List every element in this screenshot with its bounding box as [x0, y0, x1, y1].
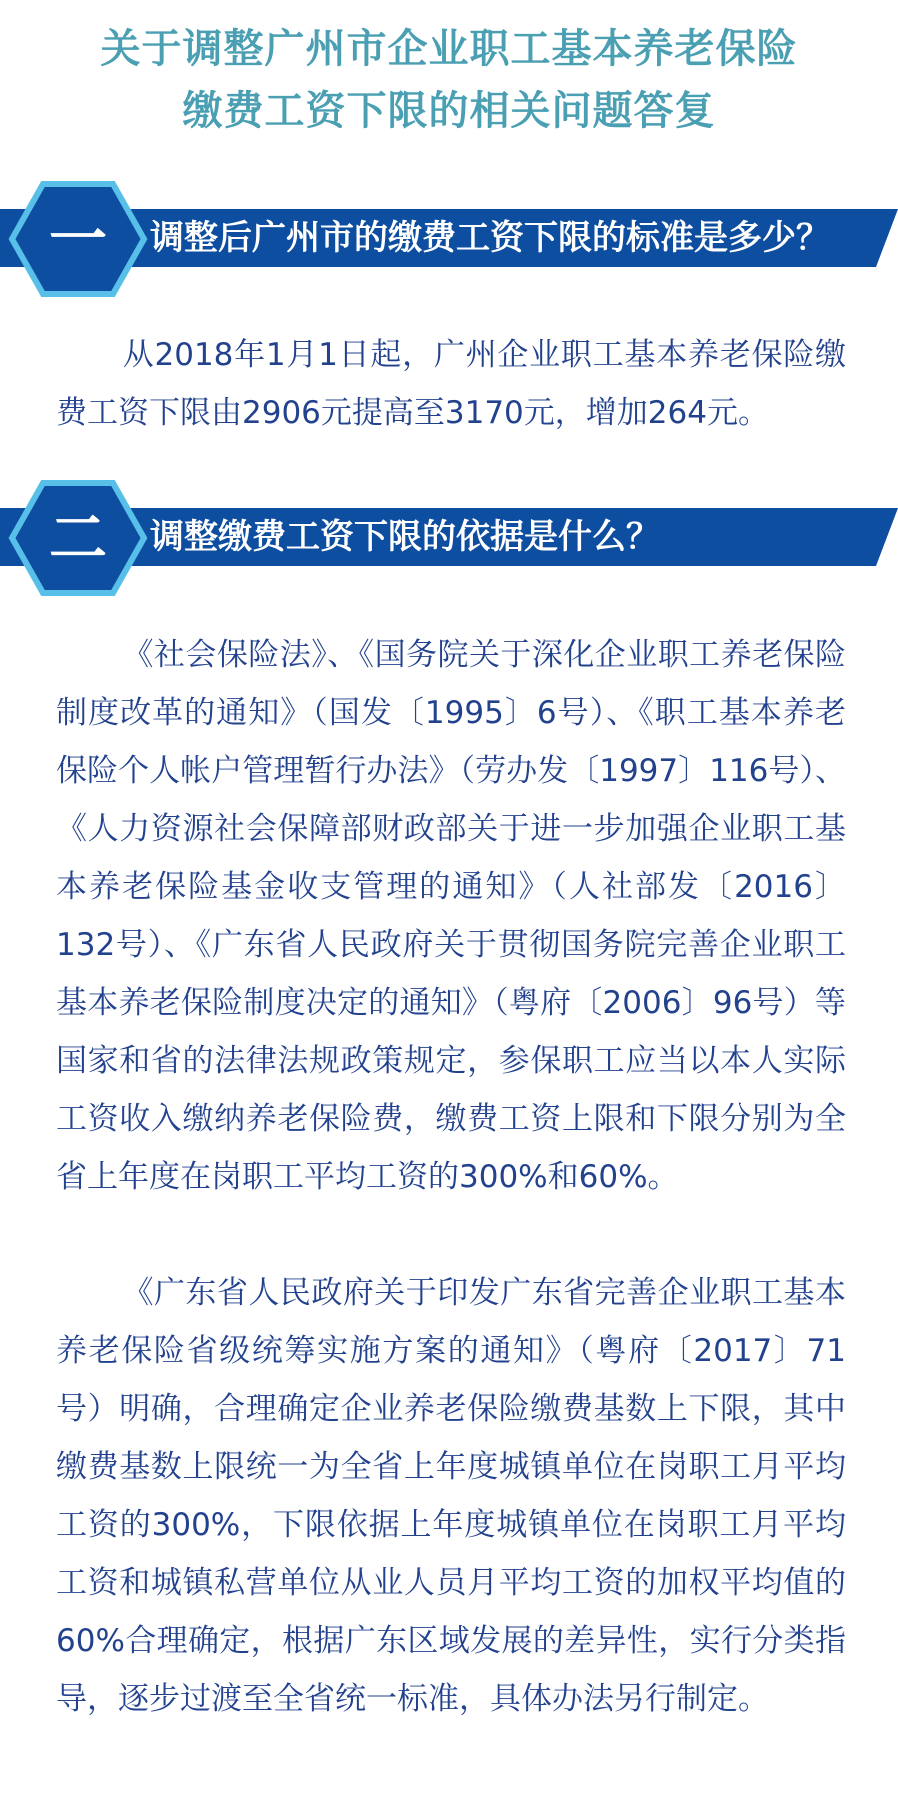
section-2-numeral: 二 — [48, 504, 107, 572]
section-1-numeral: 一 — [48, 205, 107, 273]
section-1-header — [0, 180, 898, 308]
page-title — [0, 18, 898, 142]
section-2-paragraph-1: 《社会保险法》、《国务院关于深化企业职工养老保险制度改革的通知》（国发〔1995〕6号）、《职工基本养老保险个人帐户管理暂行办法》（劳办发〔1997〕116号）、《人力资源社会保障部财政部关于进一步加强企业职工基本养老保险基金收支管理的通知》（人社部发〔2016〕132号）、《广东省人民政府关于贯彻国务院完善企业职工基本养老保险制度决定的通知》（粤府〔2006〕96号）等国家和省的法律法规政策规定，参保职工应当以本人实际工资收入缴纳养老保险费，缴费工资上限和下限分别为全省上年度在岗职工平均工资的300%和60%。 — [56, 637, 846, 1195]
section-1-heading: 调整后广州市的缴费工资下限的标准是多少？ — [150, 218, 830, 258]
page-title-line-2: 缴费工资下限的相关问题答复 — [182, 88, 716, 134]
section-2-heading: 调整缴费工资下限的依据是什么？ — [150, 517, 660, 557]
section-2-paragraph-2: 《广东省人民政府关于印发广东省完善企业职工基本养老保险省级统筹实施方案的通知》（粤府〔2017〕71号）明确，合理确定企业养老保险缴费基数上下限，其中缴费基数上限统一为全省上年度城镇单位在岗职工月平均工资的300%，下限依据上年度城镇单位在岗职工月平均工资和城镇私营单位从业人员月平均工资的加权平均值的60%合理确定，根据广东区域发展的差异性，实行分类指导，逐步过渡至全省统一标准，具体办法另行制定。 — [56, 1275, 846, 1717]
section-1-paragraph: 从2018年1月1日起，广州企业职工基本养老保险缴费工资下限由2906元提高至3170元，增加264元。 — [56, 337, 846, 431]
page-title-line-1: 关于调整广州市企业职工基本养老保险 — [100, 26, 798, 72]
section-2-header — [0, 479, 898, 607]
